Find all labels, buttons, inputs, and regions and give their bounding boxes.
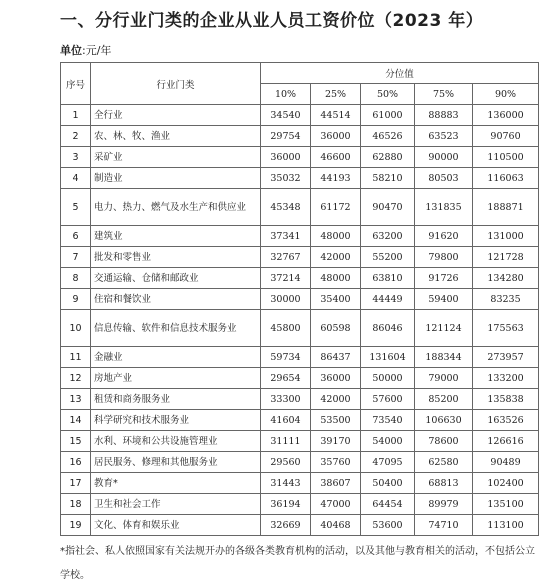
row-value-10pct: 29754 (261, 126, 311, 147)
row-value-25pct: 35760 (311, 452, 361, 473)
row-value-10pct: 30000 (261, 289, 311, 310)
row-value-10pct: 31443 (261, 473, 311, 494)
table-row (61, 310, 539, 347)
row-value-75pct: 90000 (415, 147, 473, 168)
row-value-75pct: 68813 (415, 473, 473, 494)
table-row (61, 347, 539, 368)
row-value-90pct: 273957 (473, 347, 539, 368)
row-value-90pct: 90760 (473, 126, 539, 147)
row-value-75pct: 88883 (415, 105, 473, 126)
row-value-25pct: 36000 (311, 126, 361, 147)
row-value-10pct: 37341 (261, 226, 311, 247)
row-value-90pct: 135838 (473, 389, 539, 410)
row-value-50pct: 90470 (361, 189, 415, 226)
table-row (61, 368, 539, 389)
row-value-25pct: 46600 (311, 147, 361, 168)
header-p10: 10% (261, 84, 311, 105)
row-value-50pct: 58210 (361, 168, 415, 189)
row-value-75pct: 59400 (415, 289, 473, 310)
unit-label: 单位 (60, 44, 82, 57)
row-value-75pct: 91726 (415, 268, 473, 289)
row-value-10pct: 41604 (261, 410, 311, 431)
row-seq: 5 (61, 189, 91, 226)
row-value-75pct: 89979 (415, 494, 473, 515)
row-value-10pct: 36000 (261, 147, 311, 168)
row-value-50pct: 131604 (361, 347, 415, 368)
unit-line: 单位:元/年 (60, 44, 112, 57)
row-value-50pct: 50000 (361, 368, 415, 389)
row-seq: 7 (61, 247, 91, 268)
row-industry: 信息传输、软件和信息技术服务业 (91, 310, 261, 347)
row-value-50pct: 46526 (361, 126, 415, 147)
row-value-75pct: 106630 (415, 410, 473, 431)
row-value-25pct: 44514 (311, 105, 361, 126)
row-industry: 电力、热力、燃气及水生产和供应业 (91, 189, 261, 226)
row-value-75pct: 79000 (415, 368, 473, 389)
row-seq: 9 (61, 289, 91, 310)
row-seq: 13 (61, 389, 91, 410)
row-value-10pct: 59734 (261, 347, 311, 368)
row-value-50pct: 61000 (361, 105, 415, 126)
row-value-50pct: 63200 (361, 226, 415, 247)
row-seq: 11 (61, 347, 91, 368)
row-industry: 制造业 (91, 168, 261, 189)
table-row (61, 268, 539, 289)
table-row (61, 226, 539, 247)
row-value-75pct: 131835 (415, 189, 473, 226)
row-industry: 建筑业 (91, 226, 261, 247)
row-value-50pct: 54000 (361, 431, 415, 452)
row-value-25pct: 86437 (311, 347, 361, 368)
row-seq: 2 (61, 126, 91, 147)
row-value-25pct: 39170 (311, 431, 361, 452)
row-seq: 18 (61, 494, 91, 515)
row-value-10pct: 35032 (261, 168, 311, 189)
row-value-10pct: 34540 (261, 105, 311, 126)
row-value-10pct: 33300 (261, 389, 311, 410)
row-industry: 房地产业 (91, 368, 261, 389)
row-value-90pct: 116063 (473, 168, 539, 189)
row-seq: 1 (61, 105, 91, 126)
row-seq: 16 (61, 452, 91, 473)
row-seq: 15 (61, 431, 91, 452)
row-value-90pct: 134280 (473, 268, 539, 289)
row-industry: 居民服务、修理和其他服务业 (91, 452, 261, 473)
table-row (61, 431, 539, 452)
row-seq: 3 (61, 147, 91, 168)
row-value-75pct: 80503 (415, 168, 473, 189)
row-industry: 农、林、牧、渔业 (91, 126, 261, 147)
table-row (61, 389, 539, 410)
header-row-1 (61, 63, 539, 84)
table-row (61, 126, 539, 147)
row-value-25pct: 35400 (311, 289, 361, 310)
row-value-75pct: 121124 (415, 310, 473, 347)
row-industry: 水利、环境和公共设施管理业 (91, 431, 261, 452)
row-value-25pct: 53500 (311, 410, 361, 431)
table-row (61, 168, 539, 189)
row-value-50pct: 44449 (361, 289, 415, 310)
row-value-10pct: 45348 (261, 189, 311, 226)
row-value-50pct: 55200 (361, 247, 415, 268)
row-industry: 卫生和社会工作 (91, 494, 261, 515)
row-value-10pct: 29560 (261, 452, 311, 473)
row-value-25pct: 44193 (311, 168, 361, 189)
header-p50: 50% (361, 84, 415, 105)
row-value-25pct: 61172 (311, 189, 361, 226)
row-value-90pct: 131000 (473, 226, 539, 247)
row-industry: 教育* (91, 473, 261, 494)
row-seq: 6 (61, 226, 91, 247)
row-value-90pct: 133200 (473, 368, 539, 389)
row-value-90pct: 126616 (473, 431, 539, 452)
row-value-25pct: 36000 (311, 368, 361, 389)
row-seq: 12 (61, 368, 91, 389)
row-value-75pct: 79800 (415, 247, 473, 268)
row-value-50pct: 62880 (361, 147, 415, 168)
row-value-90pct: 175563 (473, 310, 539, 347)
row-value-90pct: 83235 (473, 289, 539, 310)
row-value-75pct: 188344 (415, 347, 473, 368)
row-value-25pct: 48000 (311, 268, 361, 289)
row-value-50pct: 50400 (361, 473, 415, 494)
row-industry: 金融业 (91, 347, 261, 368)
row-seq: 17 (61, 473, 91, 494)
row-value-90pct: 163526 (473, 410, 539, 431)
row-value-75pct: 78600 (415, 431, 473, 452)
table-row (61, 289, 539, 310)
row-value-90pct: 136000 (473, 105, 539, 126)
row-value-50pct: 86046 (361, 310, 415, 347)
row-value-50pct: 57600 (361, 389, 415, 410)
row-value-25pct: 40468 (311, 515, 361, 536)
row-value-75pct: 63523 (415, 126, 473, 147)
row-seq: 14 (61, 410, 91, 431)
row-value-50pct: 47095 (361, 452, 415, 473)
wage-table (60, 62, 539, 536)
row-industry: 住宿和餐饮业 (91, 289, 261, 310)
row-value-25pct: 42000 (311, 247, 361, 268)
table-row (61, 494, 539, 515)
row-value-75pct: 85200 (415, 389, 473, 410)
row-seq: 8 (61, 268, 91, 289)
row-value-75pct: 91620 (415, 226, 473, 247)
table-row (61, 473, 539, 494)
table-row (61, 247, 539, 268)
row-value-50pct: 64454 (361, 494, 415, 515)
row-value-90pct: 188871 (473, 189, 539, 226)
row-value-10pct: 31111 (261, 431, 311, 452)
row-value-10pct: 36194 (261, 494, 311, 515)
table-row (61, 410, 539, 431)
page-title: 一、分行业门类的企业从业人员工资价位（2023 年） (60, 11, 484, 31)
row-industry: 采矿业 (91, 147, 261, 168)
header-p25: 25% (311, 84, 361, 105)
table-row (61, 105, 539, 126)
row-value-90pct: 102400 (473, 473, 539, 494)
header-p75: 75% (415, 84, 473, 105)
row-value-50pct: 53600 (361, 515, 415, 536)
row-industry: 科学研究和技术服务业 (91, 410, 261, 431)
row-value-10pct: 37214 (261, 268, 311, 289)
table-row (61, 452, 539, 473)
row-value-25pct: 48000 (311, 226, 361, 247)
table-body (61, 105, 539, 536)
row-value-90pct: 90489 (473, 452, 539, 473)
row-value-90pct: 135100 (473, 494, 539, 515)
row-industry: 租赁和商务服务业 (91, 389, 261, 410)
row-seq: 4 (61, 168, 91, 189)
row-value-10pct: 32767 (261, 247, 311, 268)
row-value-25pct: 38607 (311, 473, 361, 494)
row-value-25pct: 60598 (311, 310, 361, 347)
header-p90: 90% (473, 84, 539, 105)
row-industry: 全行业 (91, 105, 261, 126)
row-value-50pct: 73540 (361, 410, 415, 431)
row-value-10pct: 45800 (261, 310, 311, 347)
row-value-75pct: 74710 (415, 515, 473, 536)
unit-value: 元/年 (85, 44, 112, 57)
row-value-90pct: 110500 (473, 147, 539, 168)
row-value-90pct: 121728 (473, 247, 539, 268)
row-value-90pct: 113100 (473, 515, 539, 536)
table-row (61, 189, 539, 226)
header-percentile-group: 分位值 (261, 63, 539, 84)
row-industry: 交通运输、仓储和邮政业 (91, 268, 261, 289)
footnote: *指社会、私人依照国家有关法规开办的各级各类教育机构的活动，以及其他与教育相关的活动，不包括公立学校。 (60, 546, 535, 581)
header-industry: 行业门类 (91, 63, 261, 105)
row-value-50pct: 63810 (361, 268, 415, 289)
row-seq: 19 (61, 515, 91, 536)
row-value-10pct: 32669 (261, 515, 311, 536)
row-value-75pct: 62580 (415, 452, 473, 473)
table-row (61, 515, 539, 536)
row-seq: 10 (61, 310, 91, 347)
row-value-25pct: 47000 (311, 494, 361, 515)
header-seq: 序号 (61, 63, 91, 105)
row-value-25pct: 42000 (311, 389, 361, 410)
row-value-10pct: 29654 (261, 368, 311, 389)
row-industry: 文化、体育和娱乐业 (91, 515, 261, 536)
table-row (61, 147, 539, 168)
row-industry: 批发和零售业 (91, 247, 261, 268)
